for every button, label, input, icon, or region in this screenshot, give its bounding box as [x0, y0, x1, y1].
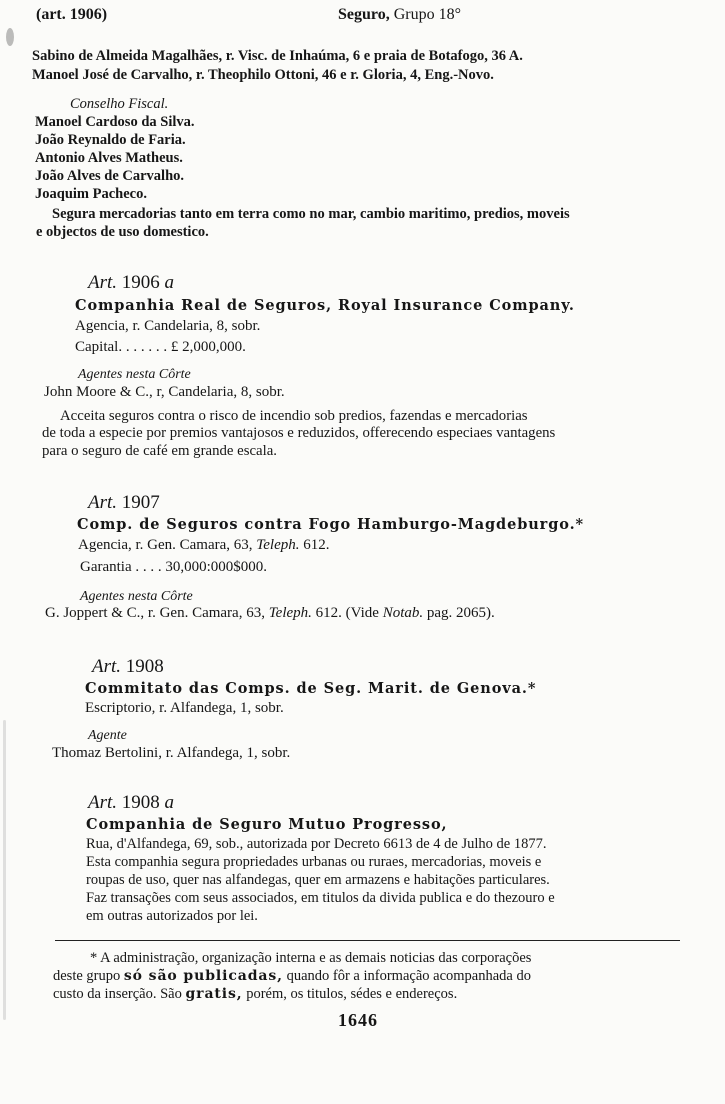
article-title: Companhia Real de Seguros, Royal Insurance Company. — [75, 297, 575, 314]
article-address: Escriptorio, r. Alfandega, 1, sobr. — [85, 700, 284, 716]
article-desc-3: para o seguro de café em grande escala. — [42, 443, 277, 459]
article-capital: Capital. . . . . . . £ 2,000,000. — [75, 339, 246, 355]
article-title: Companhia de Seguro Mutuo Progresso, — [86, 816, 448, 833]
agent-line: Thomaz Bertolini, r. Alfandega, 1, sobr. — [52, 745, 291, 761]
conselho-text-2: e objectos de uso domestico. — [36, 224, 209, 240]
page-number: 1646 — [338, 1010, 378, 1030]
footnote-line-3: custo da inserção. São gratis, porém, os titulos, sédes e endereços. — [53, 986, 458, 1002]
article-line: roupas de uso, quer nas alfandegas, quer em armazens e habitações particulares. — [86, 872, 550, 888]
top-line-1: Sabino de Almeida Magalhães, r. Visc. de Inhaúma, 6 e praia de Botafogo, 36 A. — [32, 48, 523, 64]
agents-line: John Moore & C., r, Candelaria, 8, sobr. — [44, 384, 285, 400]
footnote-rule — [55, 940, 680, 941]
header-right-bold: Seguro, — [338, 6, 390, 23]
conselho-title: Conselho Fiscal. — [70, 96, 169, 112]
agents-label: Agentes nesta Côrte — [80, 589, 193, 604]
agent-label: Agente — [88, 728, 127, 743]
agents-label: Agentes nesta Côrte — [78, 367, 191, 382]
conselho-member: Antonio Alves Matheus. — [35, 150, 183, 166]
conselho-member: João Reynaldo de Faria. — [35, 132, 186, 148]
article-number: Art. 1908 a — [88, 792, 175, 813]
top-line-2: Manoel José de Carvalho, r. Theophilo Ottoni, 46 e r. Gloria, 4, Eng.-Novo. — [32, 67, 494, 83]
footnote-line-2: deste grupo só são publicadas, quando fôr a informação acompanhada do — [53, 968, 531, 984]
article-address: Agencia, r. Candelaria, 8, sobr. — [75, 318, 261, 334]
conselho-member: Manoel Cardoso da Silva. — [35, 114, 195, 130]
article-desc-1: Acceita seguros contra o risco de incendio sob predios, fazendas e mercadorias — [60, 408, 528, 424]
article-line: em outras autorizados por lei. — [86, 908, 258, 924]
conselho-member: João Alves de Carvalho. — [35, 168, 185, 184]
agents-line: G. Joppert & C., r. Gen. Camara, 63, Teleph. 612. (Vide Notab. pag. 2065). — [45, 605, 495, 621]
header-right — [338, 6, 461, 24]
article-garantia: Garantia . . . . 30,000:000$000. — [80, 559, 268, 575]
article-desc-2: de toda a especie por premios vantajosos e reduzidos, offerecendo especiaes vantagens — [42, 425, 556, 441]
article-line: Faz transações com seus associados, em titulos da divida publica e do thezouro e — [86, 890, 555, 906]
article-line: Rua, d'Alfandega, 69, sob., autorizada por Decreto 6613 de 4 de Julho de 1877. — [86, 836, 547, 852]
scan-smudge — [6, 28, 14, 46]
scan-edge — [3, 720, 6, 1020]
article-number: Art. 1908 — [92, 656, 164, 677]
article-address: Agencia, r. Gen. Camara, 63, Teleph. 612. — [78, 537, 330, 553]
article-title: Comp. de Seguros contra Fogo Hamburgo-Magdeburgo.* — [77, 516, 584, 533]
conselho-member: Joaquim Pacheco. — [35, 186, 147, 202]
article-number: Art. 1906 a — [88, 272, 175, 293]
footnote-line-1: * A administração, organização interna e as demais noticias das corporações — [90, 950, 532, 966]
article-title: Commitato das Comps. de Seg. Marit. de Genova.* — [85, 680, 537, 697]
header-right-text: Grupo 18° — [393, 6, 461, 23]
header-left: (art. 1906) — [36, 6, 108, 23]
conselho-text-1: Segura mercadorias tanto em terra como no mar, cambio maritimo, predios, moveis — [52, 206, 570, 222]
article-number: Art. 1907 — [88, 492, 160, 513]
article-line: Esta companhia segura propriedades urbanas ou ruraes, mercadorias, moveis e — [86, 854, 542, 870]
